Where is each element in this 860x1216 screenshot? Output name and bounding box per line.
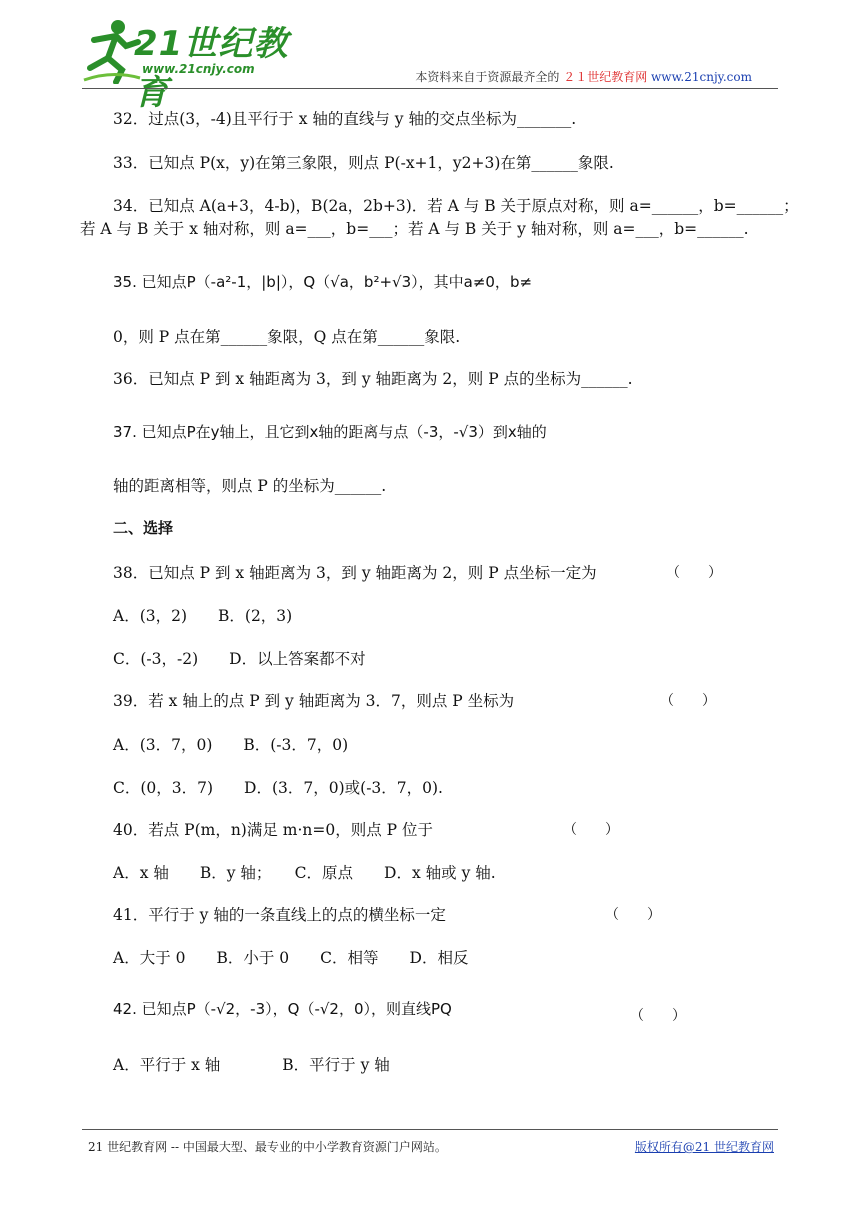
site-logo [82,14,302,113]
question-40: 40．若点 P(m，n)满足 m·n=0，则点 P 位于 [113,821,434,839]
question-40-options: A．x 轴 B．y 轴； C．原点 D．x 轴或 y 轴. [113,864,496,882]
footer-site-description: 21 世纪教育网 -- 中国最大型、最专业的中小学教育资源门户网站。 [88,1140,447,1154]
question-32: 32．过点(3，-4)且平行于 x 轴的直线与 y 轴的交点坐标为_______. [113,110,577,128]
question-41-options: A．大于 0 B．小于 0 C．相等 D．相反 [113,949,469,967]
question-39-answer-paren: （ ） [660,693,716,709]
header-note-prefix: 本资料来自于资源最齐全的 [415,70,560,84]
question-39-options-ab: A．(3．7，0) B．(-3．7，0) [113,736,349,754]
question-41-answer-paren: （ ） [605,907,661,923]
section-title: 二、选择 [113,519,174,537]
header-divider [82,88,778,89]
question-35-line1: 35. 已知点P（-a²-1，|b|），Q（√a，b²+√3），其中a≠0，b≠ [113,273,533,291]
question-37-line1: 37. 已知点P在y轴上，且它到x轴的距离与点（-3，-√3）到x轴的 [113,423,547,441]
running-figure-icon [82,18,142,84]
question-38-options-ab: A．(3，2) B．(2，3) [113,607,293,625]
question-41: 41．平行于 y 轴的一条直线上的点的横坐标一定 [113,906,446,924]
question-35-line2: 0，则 P 点在第______象限，Q 点在第______象限. [113,328,461,346]
page-header [0,0,860,113]
question-33: 33．已知点 P(x，y)在第三象限，则点 P(-x+1，y2+3)在第______象限. [113,154,614,172]
header-source-note [415,68,752,85]
footer-divider [82,1129,778,1130]
question-34-line2: 若 A 与 B 关于 x 轴对称，则 a=___，b=___；若 A 与 B 关于 y 轴对称，则 a=___，b=______. [80,220,749,238]
question-38: 38．已知点 P 到 x 轴距离为 3，到 y 轴距离为 2，则 P 点坐标一定为 [113,564,597,582]
question-39: 39．若 x 轴上的点 P 到 y 轴距离为 3．7，则点 P 坐标为 [113,692,515,710]
question-42: 42. 已知点P（-√2，-3），Q（-√2，0），则直线PQ [113,1000,452,1018]
question-38-options-cd: C．(-3，-2) D．以上答案都不对 [113,650,366,668]
question-40-answer-paren: （ ） [563,822,619,838]
question-34-line1: 34．已知点 A(a+3，4-b)，B(2a，2b+3)．若 A 与 B 关于原点对称，则 a=______，b=______； [113,197,799,215]
question-42-options-ab: A．平行于 x 轴 B．平行于 y 轴 [113,1056,390,1074]
question-39-options-cd: C．(0，3．7) D．(3．7，0)或(-3．7，0). [113,779,443,797]
question-37-line2: 轴的距离相等，则点 P 的坐标为______. [113,477,387,495]
header-note-site: ２１世纪教育网 [563,70,648,84]
header-note-url[interactable]: www.21cnjy.com [651,70,752,84]
question-36: 36．已知点 P 到 x 轴距离为 3，到 y 轴距离为 2，则 P 点的坐标为______. [113,370,633,388]
logo-wordmark: 21世纪教育 [134,24,289,113]
logo-url: www.21cnjy.com [142,62,255,76]
footer-copyright-link[interactable]: 版权所有@21 世纪教育网 [634,1140,774,1154]
question-38-answer-paren: （ ） [666,565,722,581]
question-42-answer-paren: （ ） [630,1008,686,1024]
